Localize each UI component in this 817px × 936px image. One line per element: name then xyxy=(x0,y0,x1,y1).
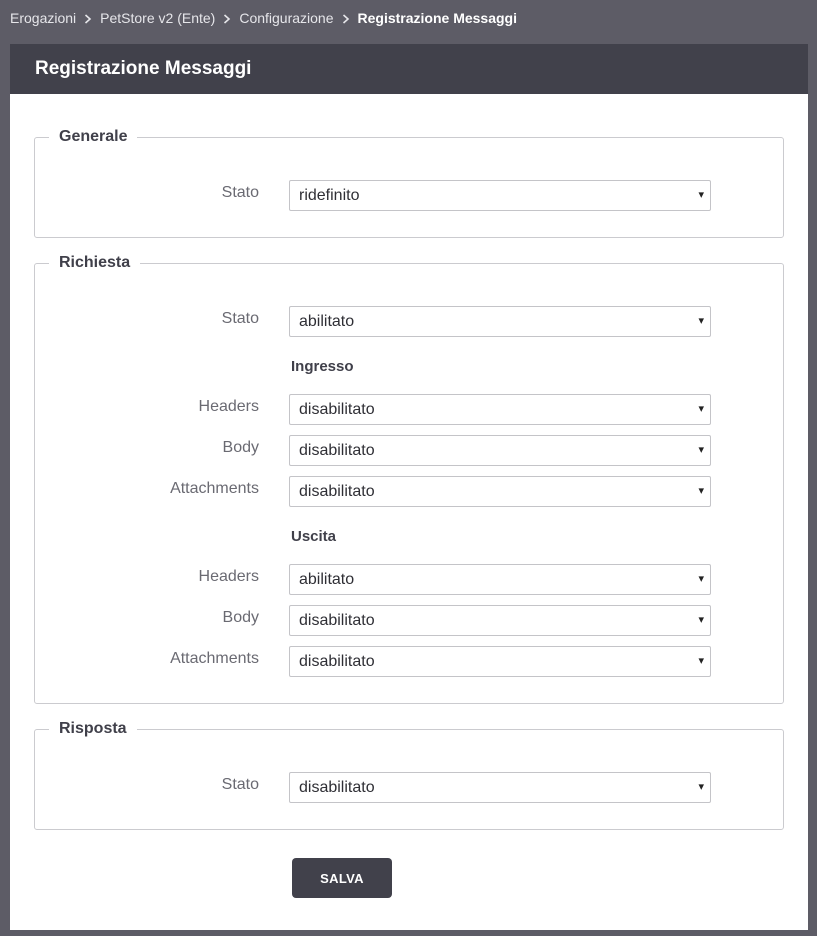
row-uscita-headers xyxy=(35,564,785,596)
caret-down-icon: ▾ xyxy=(698,444,704,456)
select-ingresso-body[interactable] xyxy=(289,435,711,466)
select-value: disabilitato xyxy=(299,653,375,670)
row-risposta-stato xyxy=(35,772,785,804)
row-ingresso-headers xyxy=(35,394,785,426)
select-value: disabilitato xyxy=(299,779,375,796)
panel-title: Registrazione Messaggi xyxy=(10,44,808,94)
chevron-right-icon xyxy=(76,11,100,26)
breadcrumb-item-erogazioni[interactable]: Erogazioni xyxy=(10,10,77,26)
main-panel xyxy=(10,44,808,930)
save-button[interactable]: SALVA xyxy=(292,858,392,898)
caret-down-icon: ▾ xyxy=(698,315,704,327)
select-risposta-stato[interactable] xyxy=(289,772,711,803)
row-ingresso-body xyxy=(35,435,785,467)
caret-down-icon: ▾ xyxy=(698,614,704,626)
chevron-right-icon xyxy=(334,11,358,26)
label-ingresso-body: Body xyxy=(222,439,259,456)
row-ingresso-attachments xyxy=(35,476,785,508)
select-uscita-attachments[interactable] xyxy=(289,646,711,677)
select-uscita-body[interactable] xyxy=(289,605,711,636)
select-richiesta-stato[interactable] xyxy=(289,306,711,337)
fieldset-richiesta xyxy=(34,254,784,704)
legend-generale: Generale xyxy=(59,128,128,145)
select-generale-stato[interactable] xyxy=(289,180,711,211)
row-richiesta-stato xyxy=(35,306,785,338)
select-value: disabilitato xyxy=(299,483,375,500)
select-ingresso-headers[interactable] xyxy=(289,394,711,425)
select-value: abilitato xyxy=(299,571,355,588)
select-value: disabilitato xyxy=(299,612,375,629)
caret-down-icon: ▾ xyxy=(698,189,704,201)
label-ingresso-attachments: Attachments xyxy=(170,480,259,497)
label-uscita-body: Body xyxy=(222,609,259,626)
label-ingresso-headers: Headers xyxy=(198,398,259,415)
select-value: disabilitato xyxy=(299,401,375,418)
label-generale-stato: Stato xyxy=(221,184,259,201)
breadcrumb-item-petstore[interactable]: PetStore v2 (Ente) xyxy=(100,10,216,26)
chevron-right-icon xyxy=(215,11,239,26)
legend-richiesta: Richiesta xyxy=(59,254,131,271)
subhead-uscita: Uscita xyxy=(291,528,337,545)
caret-down-icon: ▾ xyxy=(698,485,704,497)
caret-down-icon: ▾ xyxy=(698,655,704,667)
select-value: ridefinito xyxy=(299,187,360,204)
subhead-ingresso: Ingresso xyxy=(291,358,354,375)
caret-down-icon: ▾ xyxy=(698,403,704,415)
caret-down-icon: ▾ xyxy=(698,781,704,793)
label-uscita-attachments: Attachments xyxy=(170,650,259,667)
fieldset-generale xyxy=(34,128,784,238)
label-richiesta-stato: Stato xyxy=(221,310,259,327)
select-ingresso-attachments[interactable] xyxy=(289,476,711,507)
breadcrumb xyxy=(10,0,810,36)
label-uscita-headers: Headers xyxy=(198,568,259,585)
select-value: abilitato xyxy=(299,313,355,330)
caret-down-icon: ▾ xyxy=(698,573,704,585)
select-uscita-headers[interactable] xyxy=(289,564,711,595)
legend-risposta: Risposta xyxy=(59,720,127,737)
breadcrumb-current: Registrazione Messaggi xyxy=(357,10,517,26)
breadcrumb-item-configurazione[interactable]: Configurazione xyxy=(239,10,334,26)
fieldset-risposta xyxy=(34,720,784,830)
row-uscita-attachments xyxy=(35,646,785,678)
row-uscita-body xyxy=(35,605,785,637)
select-value: disabilitato xyxy=(299,442,375,459)
label-risposta-stato: Stato xyxy=(221,776,259,793)
row-generale-stato xyxy=(35,180,785,212)
